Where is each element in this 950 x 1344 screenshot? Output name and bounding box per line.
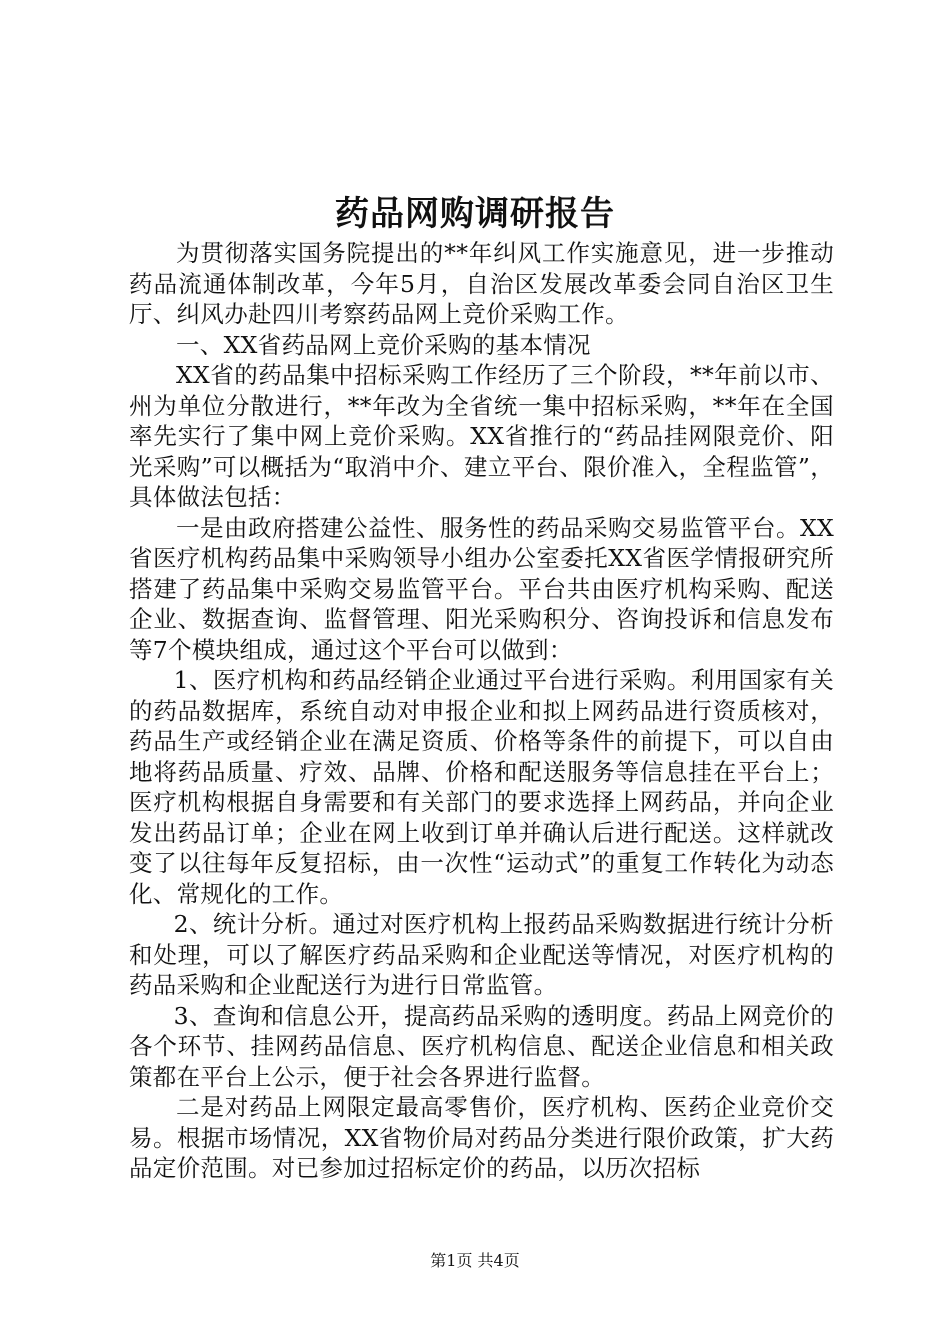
paragraph: 一是由政府搭建公益性、服务性的药品采购交易监管平台。XX省医疗机构药品集中采购领导小组办公室委托XX省医学情报研究所搭建了药品集中采购交易监管平台。平台共由医疗机构采购、配送企业、数据查询、监督管理、阳光采购积分、咨询投诉和信息发布等7个模块组成，通过这个平台可以做到： (129, 513, 834, 664)
page-footer: 第1页 共4页 (430, 1251, 520, 1270)
paragraph: 二是对药品上网限定最高零售价，医疗机构、医药企业竞价交易。根据市场情况，XX省物价局对药品分类进行限价政策，扩大药品定价范围。对已参加过招标定价的药品，以历次招标 (129, 1093, 834, 1182)
paragraph: 2、统计分析。通过对医疗机构上报药品采购数据进行统计分析和处理，可以了解医疗药品采购和企业配送等情况，对医疗机构的药品采购和企业配送行为进行日常监管。 (129, 910, 834, 999)
paragraph: 一、XX省药品网上竞价采购的基本情况 (176, 330, 591, 359)
paragraph: 为贯彻落实国务院提出的**年纠风工作实施意见，进一步推动药品流通体制改革，今年5月，自治区发展改革委会同自治区卫生厅、纠风办赴四川考察药品网上竞价采购工作。 (129, 239, 834, 328)
paragraph: 1、医疗机构和药品经销企业通过平台进行采购。利用国家有关的药品数据库，系统自动对申报企业和拟上网药品进行资质核对，药品生产或经销企业在满足资质、价格等条件的前提下，可以自由地将药品质量、疗效、品牌、价格和配送服务等信息挂在平台上；医疗机构根据自身需要和有关部门的要求选择上网药品，并向企业发出药品订单；企业在网上收到订单并确认后进行配送。这样就改变了以往每年反复招标，由一次性“运动式”的重复工作转化为动态化、常规化的工作。 (129, 666, 834, 908)
paragraph: 3、查询和信息公开，提高药品采购的透明度。药品上网竞价的各个环节、挂网药品信息、医疗机构信息、配送企业信息和相关政策都在平台上公示，便于社会各界进行监督。 (129, 1001, 834, 1091)
page-title: 药品网购调研报告 (335, 194, 615, 234)
paragraph: XX省的药品集中招标采购工作经历了三个阶段，**年前以市、州为单位分散进行，**年改为全省统一集中招标采购，**年在全国率先实行了集中网上竞价采购。XX省推行的“药品挂网限竞价、阳光采购”可以概括为“取消中介、建立平台、限价准入，全程监管”，具体做法包括： (129, 361, 834, 511)
document-body (129, 238, 834, 1184)
